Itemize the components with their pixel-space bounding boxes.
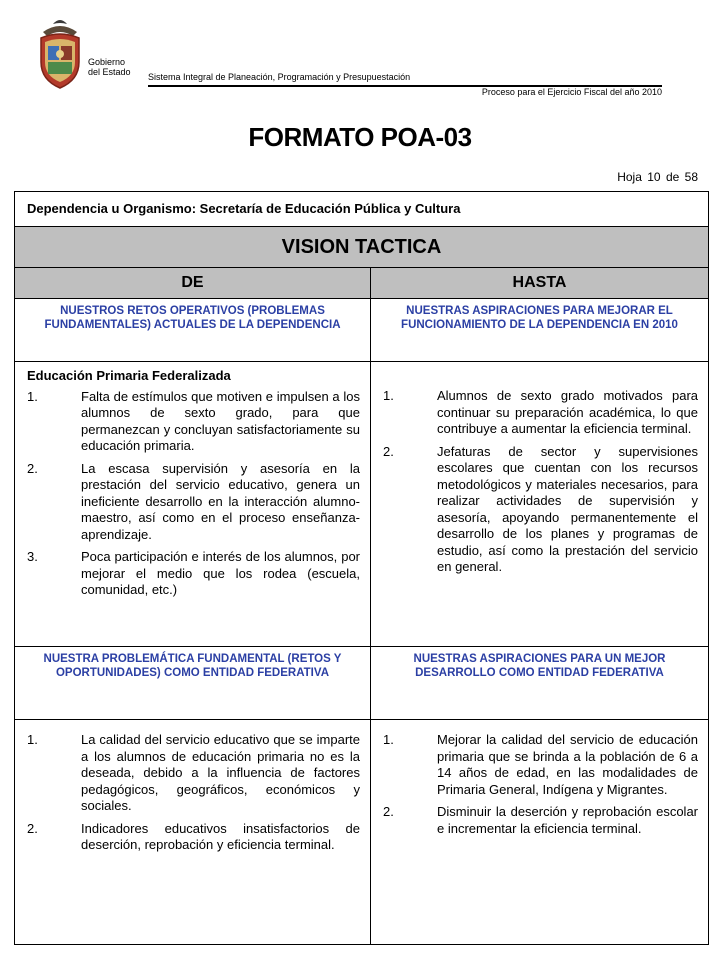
list-item: 2. La escasa supervisión y asesoría en la prestación del servicio educativo, genera un ineficiente desarrollo en la interacción alumno-maestro, así como en el proceso enseñanza-aprendizaje. <box>27 460 360 542</box>
subsection-title: Educación Primaria Federalizada <box>27 368 231 383</box>
problematica-content <box>15 720 371 945</box>
page-title: FORMATO POA-03 <box>248 122 472 152</box>
vision-tactica-heading: VISION TACTICA <box>15 227 709 268</box>
aspiraciones-list <box>383 388 698 576</box>
retos-operativos-content <box>15 362 371 647</box>
list-item: 2. Jefaturas de sector y supervisiones escolares que cuentan con los recursos metodológicos y materiales necesarios, para realizar actividades de supervisión y asesoría, apoyando permanentemente el desarrollo de los planes y programas de estudio, así como la prestación del servicio en general. <box>383 443 698 574</box>
list-item: 1. Alumnos de sexto grado motivados para continuar su preparación académica, lo que contribuye a aumentar la eficiencia terminal. <box>383 388 698 436</box>
page-number: Hoja 10 de 58 <box>617 170 698 184</box>
state-coat-of-arms-logo <box>35 18 85 94</box>
retos-operativos-header: NUESTROS RETOS OPERATIVOS (PROBLEMAS FUNDAMENTALES) ACTUALES DE LA DEPENDENCIA <box>15 299 371 362</box>
aspiraciones-desarrollo-list <box>383 732 698 837</box>
retos-list <box>27 389 360 599</box>
aspiraciones-mejorar-header: NUESTRAS ASPIRACIONES PARA MEJORAR EL FUNCIONAMIENTO DE LA DEPENDENCIA EN 2010 <box>371 299 709 362</box>
list-item: 1. La calidad del servicio educativo que se imparte a los alumnos de educación primaria no es la deseada, debido a la influencia de factores pedagógicos, geográficos, económicos y sociales. <box>27 732 360 813</box>
aspiraciones-desarrollo-header: NUESTRAS ASPIRACIONES PARA UN MEJOR DESARROLLO COMO ENTIDAD FEDERATIVA <box>371 647 709 720</box>
vision-tactica-table <box>14 191 709 945</box>
list-item: 1. Falta de estímulos que motiven e impulsen a los alumnos de sexto grado, para que permanezcan y concluyan satisfactoriamente su educación primaria. <box>27 388 360 453</box>
problematica-list <box>27 732 360 854</box>
sistema-label: Sistema Integral de Planeación, Programación y Presupuestación <box>148 72 411 82</box>
dependencia-row: Dependencia u Organismo: Secretaría de Educación Pública y Cultura <box>15 192 709 227</box>
problematica-fundamental-header: NUESTRA PROBLEMÁTICA FUNDAMENTAL (RETOS Y OPORTUNIDADES) COMO ENTIDAD FEDERATIVA <box>15 647 371 720</box>
aspiraciones-desarrollo-content <box>371 720 709 945</box>
col-hasta-header: HASTA <box>371 268 709 299</box>
aspiraciones-mejorar-content <box>371 362 709 647</box>
col-de-header: DE <box>15 268 371 299</box>
list-item: 2. Disminuir la deserción y reprobación escolar e incrementar la eficiencia terminal. <box>383 804 698 836</box>
list-item: 3. Poca participación e interés de los alumnos, por mejorar el medio que los rodea (escuela, comunidad, etc.) <box>27 549 360 597</box>
gobierno-del-estado-label: Gobierno del Estado <box>88 57 131 77</box>
proceso-label: Proceso para el Ejercicio Fiscal del año 2010 <box>481 87 662 97</box>
list-item: 1. Mejorar la calidad del servicio de educación primaria que se brinda a la población de 6 a 14 años de edad, en las modalidades de Primaria General, Indígena y Migrantes. <box>383 732 698 797</box>
list-item: 2. Indicadores educativos insatisfactorios de deserción, reprobación y eficiencia terminal. <box>27 820 360 852</box>
